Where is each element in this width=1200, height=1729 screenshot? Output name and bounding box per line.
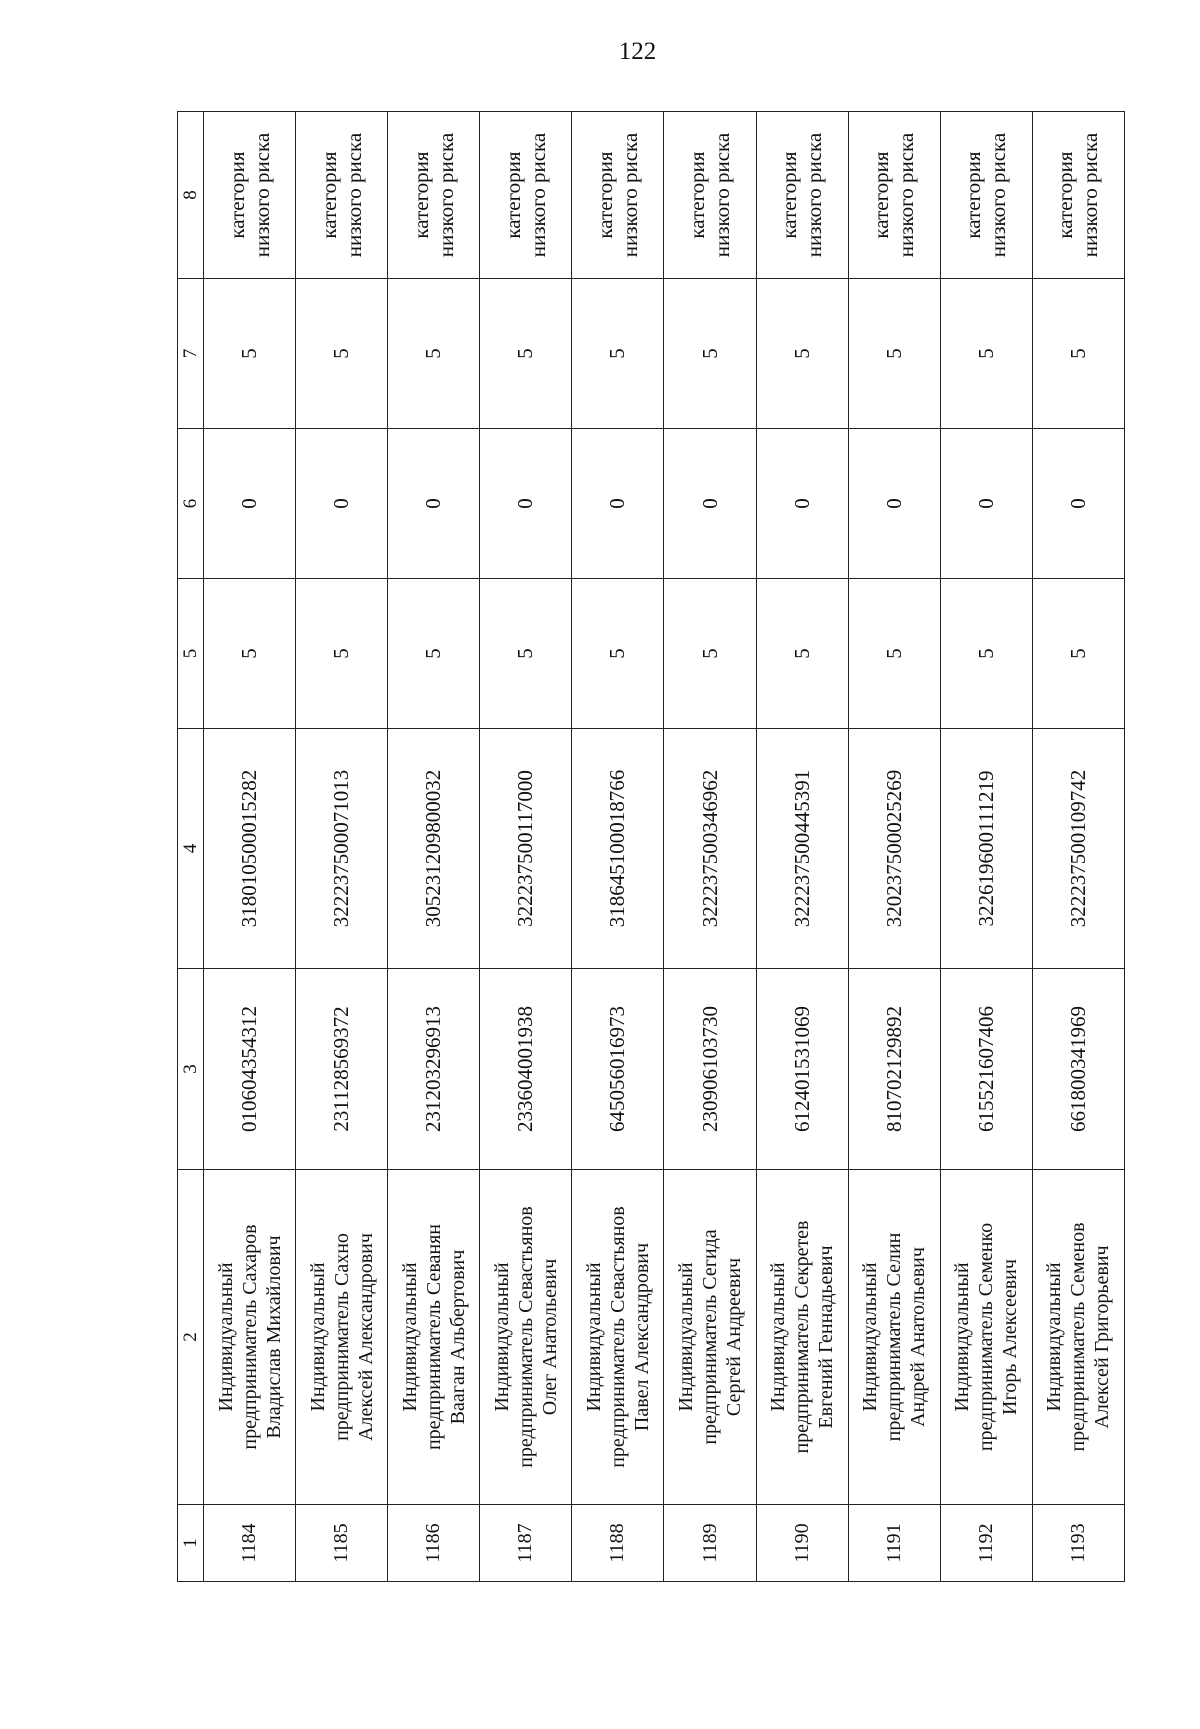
inn-cell: 661800341969 <box>1032 969 1124 1170</box>
entrepreneur-name-line: предприниматель Селин <box>883 1232 906 1442</box>
row-number: 1188 <box>572 1505 664 1582</box>
row-number: 1186 <box>388 1505 480 1582</box>
risk-category-line: низкого риска <box>525 132 550 258</box>
value-col-5: 5 <box>1032 579 1124 729</box>
table-row <box>296 112 388 1582</box>
value-col-6: 0 <box>388 429 480 579</box>
value-col-5: 5 <box>756 579 848 729</box>
entrepreneur-name-line: Евгений Геннадьевич <box>815 1245 838 1429</box>
value-col-5: 5 <box>848 579 940 729</box>
risk-category-line: низкого риска <box>433 132 458 258</box>
value-col-7: 5 <box>296 279 388 429</box>
inn-cell: 612401531069 <box>756 969 848 1170</box>
value-col-7: 5 <box>756 279 848 429</box>
value-col-6: 0 <box>848 429 940 579</box>
entrepreneur-name-line: Алексей Григорьевич <box>1091 1245 1114 1429</box>
table-row <box>848 112 940 1582</box>
entrepreneur-name <box>1032 1170 1124 1505</box>
value-col-6: 0 <box>1032 429 1124 579</box>
column-header: 3 <box>178 969 204 1170</box>
risk-category-line: категория <box>777 151 802 239</box>
risk-category-line: низкого риска <box>341 132 366 258</box>
value-col-6: 0 <box>296 429 388 579</box>
risk-category <box>572 112 664 279</box>
value-col-6: 0 <box>940 429 1032 579</box>
column-header: 2 <box>178 1170 204 1505</box>
risk-category <box>664 112 756 279</box>
value-col-5: 5 <box>664 579 756 729</box>
risk-category <box>1032 112 1124 279</box>
row-number: 1192 <box>940 1505 1032 1582</box>
entrepreneur-name-line: предприниматель Севастьянов <box>606 1206 629 1468</box>
entrepreneur-name-line: Индивидуальный <box>398 1262 421 1412</box>
row-number: 1193 <box>1032 1505 1124 1582</box>
inn-cell: 615521607406 <box>940 969 1032 1170</box>
entrepreneur-name-line: предприниматель Сахаров <box>238 1224 261 1450</box>
ogrn-cell: 318010500015282 <box>204 729 296 969</box>
row-number: 1191 <box>848 1505 940 1582</box>
value-col-7: 5 <box>480 279 572 429</box>
entrepreneur-name-line: Владислав Михайлович <box>262 1235 285 1439</box>
entrepreneur-name-line: Индивидуальный <box>859 1262 882 1412</box>
risk-category-line: низкого риска <box>894 132 919 258</box>
entrepreneur-name-line: Андрей Анатольевич <box>907 1247 930 1427</box>
value-col-7: 5 <box>388 279 480 429</box>
entrepreneur-name-line: Алексей Александрович <box>354 1233 377 1441</box>
value-col-5: 5 <box>480 579 572 729</box>
entrepreneur-name-line: Сергей Андреевич <box>723 1257 746 1417</box>
risk-category <box>388 112 480 279</box>
ogrn-cell: 322619600111219 <box>940 729 1032 969</box>
value-col-5: 5 <box>296 579 388 729</box>
table-row <box>572 112 664 1582</box>
rotated-table-container <box>177 112 1125 1582</box>
ogrn-cell: 320237500025269 <box>848 729 940 969</box>
table-row <box>940 112 1032 1582</box>
column-header: 8 <box>178 112 204 279</box>
column-header: 4 <box>178 729 204 969</box>
entrepreneur-name-line: предприниматель Секретев <box>791 1220 814 1454</box>
inn-cell: 810702129892 <box>848 969 940 1170</box>
value-col-6: 0 <box>664 429 756 579</box>
inn-cell: 231128569372 <box>296 969 388 1170</box>
risk-category-line: низкого риска <box>710 132 735 258</box>
page-number: 122 <box>618 38 657 65</box>
table-row <box>756 112 848 1582</box>
value-col-5: 5 <box>204 579 296 729</box>
risk-category <box>848 112 940 279</box>
entrepreneur-name-line: предприниматель Семенко <box>975 1222 998 1452</box>
row-number: 1189 <box>664 1505 756 1582</box>
risk-category <box>296 112 388 279</box>
registry-table <box>177 111 1125 1582</box>
table-row <box>204 112 296 1582</box>
risk-category-line: низкого риска <box>986 132 1011 258</box>
row-number: 1184 <box>204 1505 296 1582</box>
entrepreneur-name <box>296 1170 388 1505</box>
entrepreneur-name-line: Индивидуальный <box>490 1262 513 1412</box>
entrepreneur-name-line: Индивидуальный <box>951 1262 974 1412</box>
entrepreneur-name <box>480 1170 572 1505</box>
entrepreneur-name-line: Индивидуальный <box>214 1262 237 1412</box>
inn-cell: 231203296913 <box>388 969 480 1170</box>
inn-cell: 010604354312 <box>204 969 296 1170</box>
ogrn-cell: 322237500117000 <box>480 729 572 969</box>
value-col-6: 0 <box>572 429 664 579</box>
risk-category-line: категория <box>869 151 894 239</box>
risk-category-line: низкого риска <box>617 132 642 258</box>
entrepreneur-name-line: Индивидуальный <box>306 1262 329 1412</box>
entrepreneur-name-line: предприниматель Севанян <box>422 1223 445 1451</box>
entrepreneur-name-line: Павел Александрович <box>630 1242 653 1432</box>
value-col-7: 5 <box>940 279 1032 429</box>
risk-category-line: низкого риска <box>1078 132 1103 258</box>
risk-category-line: низкого риска <box>802 132 827 258</box>
inn-cell: 230906103730 <box>664 969 756 1170</box>
entrepreneur-name <box>204 1170 296 1505</box>
entrepreneur-name <box>388 1170 480 1505</box>
ogrn-cell: 322237500346962 <box>664 729 756 969</box>
entrepreneur-name-line: предприниматель Семенов <box>1067 1222 1090 1452</box>
entrepreneur-name <box>940 1170 1032 1505</box>
risk-category <box>756 112 848 279</box>
value-col-7: 5 <box>848 279 940 429</box>
ogrn-cell: 322237500445391 <box>756 729 848 969</box>
risk-category-line: категория <box>592 151 617 239</box>
inn-cell: 233604001938 <box>480 969 572 1170</box>
risk-category-line: категория <box>685 151 710 239</box>
column-header: 6 <box>178 429 204 579</box>
risk-category-line: категория <box>408 151 433 239</box>
risk-category <box>940 112 1032 279</box>
column-header: 7 <box>178 279 204 429</box>
table-body <box>204 112 1125 1582</box>
value-col-6: 0 <box>204 429 296 579</box>
entrepreneur-name-line: Индивидуальный <box>767 1262 790 1412</box>
value-col-7: 5 <box>572 279 664 429</box>
risk-category-line: низкого риска <box>249 132 274 258</box>
entrepreneur-name-line: предприниматель Сегида <box>699 1229 722 1445</box>
entrepreneur-name-line: Игорь Алексеевич <box>999 1259 1022 1415</box>
entrepreneur-name-line: Вааган Альбертович <box>446 1249 469 1425</box>
value-col-6: 0 <box>480 429 572 579</box>
header-row <box>178 112 204 1582</box>
value-col-6: 0 <box>756 429 848 579</box>
risk-category <box>480 112 572 279</box>
table-row <box>388 112 480 1582</box>
value-col-7: 5 <box>664 279 756 429</box>
entrepreneur-name-line: Олег Анатольевич <box>538 1258 561 1416</box>
value-col-7: 5 <box>1032 279 1124 429</box>
risk-category <box>204 112 296 279</box>
table-row <box>1032 112 1124 1582</box>
value-col-5: 5 <box>572 579 664 729</box>
row-number: 1190 <box>756 1505 848 1582</box>
ogrn-cell: 322237500109742 <box>1032 729 1124 969</box>
entrepreneur-name-line: предприниматель Севастьянов <box>514 1206 537 1468</box>
ogrn-cell: 318645100018766 <box>572 729 664 969</box>
entrepreneur-name <box>848 1170 940 1505</box>
risk-category-line: категория <box>1053 151 1078 239</box>
table-row <box>480 112 572 1582</box>
value-col-7: 5 <box>204 279 296 429</box>
value-col-5: 5 <box>940 579 1032 729</box>
entrepreneur-name <box>756 1170 848 1505</box>
row-number: 1185 <box>296 1505 388 1582</box>
entrepreneur-name-line: Индивидуальный <box>1043 1262 1066 1412</box>
value-col-5: 5 <box>388 579 480 729</box>
ogrn-cell: 322237500071013 <box>296 729 388 969</box>
risk-category-line: категория <box>316 151 341 239</box>
entrepreneur-name <box>572 1170 664 1505</box>
entrepreneur-name-line: Индивидуальный <box>675 1262 698 1412</box>
table-row <box>664 112 756 1582</box>
risk-category-line: категория <box>500 151 525 239</box>
entrepreneur-name <box>664 1170 756 1505</box>
inn-cell: 645056016973 <box>572 969 664 1170</box>
ogrn-cell: 305231209800032 <box>388 729 480 969</box>
column-header: 1 <box>178 1505 204 1582</box>
risk-category-line: категория <box>961 151 986 239</box>
entrepreneur-name-line: предприниматель Сахно <box>330 1233 353 1441</box>
row-number: 1187 <box>480 1505 572 1582</box>
entrepreneur-name-line: Индивидуальный <box>582 1262 605 1412</box>
column-header: 5 <box>178 579 204 729</box>
risk-category-line: категория <box>224 151 249 239</box>
